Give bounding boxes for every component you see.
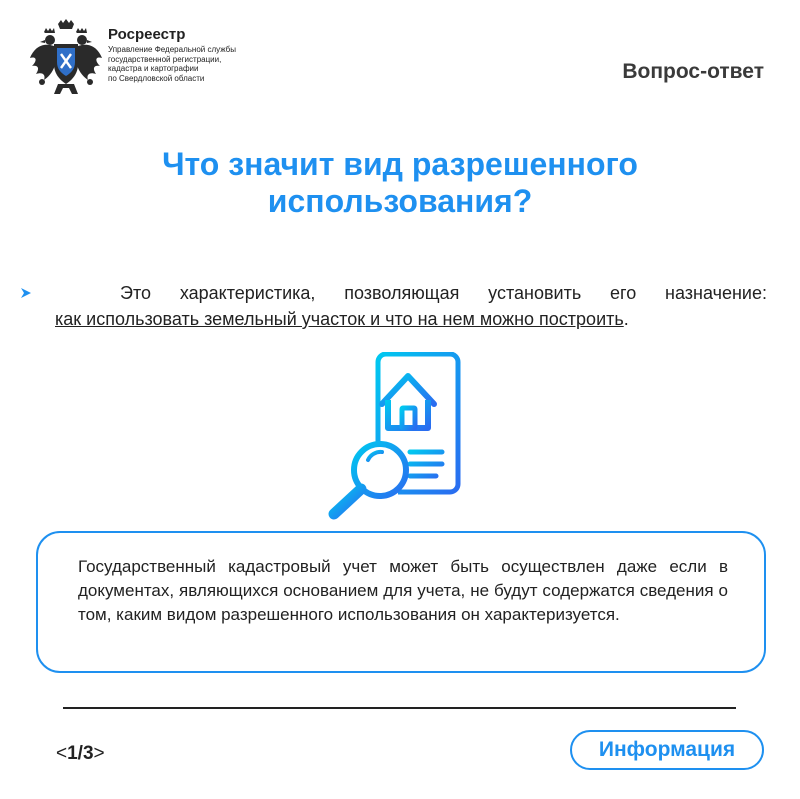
org-description: Управление Федеральной службы государственной регистрации, кадастра и картографии по Свердловской области — [108, 45, 236, 83]
note-box — [36, 531, 766, 673]
note-text: Государственный кадастровый учет может быть осуществлен даже если в документах, являющихся основанием для учета, не будут содержатся сведения о том, каким видом разрешенного использования он характеризуется. — [78, 557, 728, 624]
pager-prev[interactable]: < — [56, 743, 68, 764]
pager — [56, 743, 105, 765]
document-house-magnifier-icon — [320, 352, 470, 522]
info-button[interactable]: Информация — [570, 730, 764, 770]
rosreestr-logo — [28, 18, 268, 98]
pager-current: 1/3 — [67, 743, 94, 764]
org-name: Росреестр — [108, 26, 186, 43]
answer-text: Это характеристика, позволяющая установить его назначение: как использовать земельный участок и что на нем можно построить. — [55, 283, 767, 329]
section-label: Вопрос-ответ — [622, 60, 764, 83]
eagle-emblem-icon — [28, 18, 104, 98]
answer-emphasis: как использовать земельный участок и что на нем можно построить — [55, 309, 624, 329]
divider — [63, 707, 736, 709]
pager-next[interactable]: > — [93, 743, 105, 764]
page-title: Что значит вид разрешенного использования? — [162, 146, 638, 219]
arrow-bullet-icon — [20, 287, 32, 301]
